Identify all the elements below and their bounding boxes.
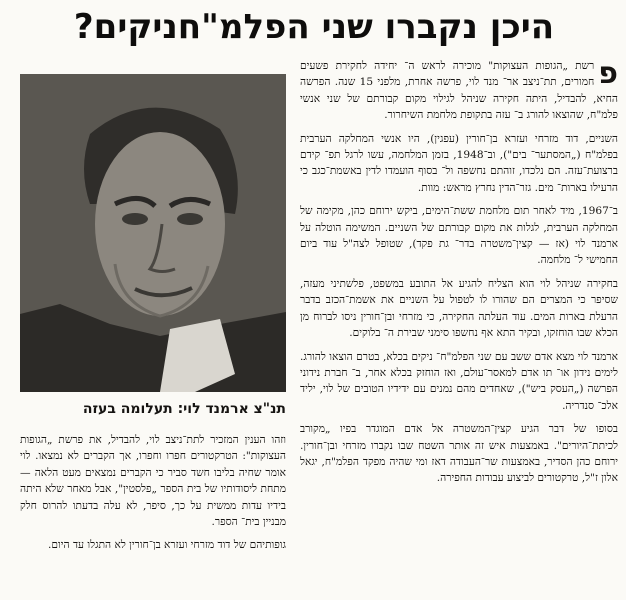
article-paragraph: פ רשת „הגופות העצוקות" מוכירה לראש ה־ יחידה לחקירת פשעים חמורים, תת־ניצב אר־ מנד לוי, פרשה אחרת, מלפני 15 שנה. הפרשה החיא, להבדיל, היתה חקירה שניהל לגילוי מקום קבורתם של שני אנשי פלמ"ח, שהוצאו להורג ב־ עזה בתקופת מלחמת השיחרור. (300, 58, 618, 122)
photo-caption: תנ"צ ארמנד לוי: תעלומה בעזה (82, 401, 286, 417)
article-continuation (20, 432, 286, 594)
article-paragraph: בחקירה שניהל לוי הוא הצליח להגיע אל התובע במשפט, פלשתיני מעזה, שסיפר כי המצרים הם שהורו לו לטפול על השניים את אשמת־הכזב בדבר הרעלת בארות המים. עוד העלתה החקירה, כי מזרחי ובן־חורין ניסו לברוח מן הכלא שבו הוחזקו, ובקיר התא אף נחשפו סימני שבירת ה־ בלוקים. (300, 277, 618, 340)
drop-cap: פ (598, 58, 618, 91)
headline: היכן נקברו שני הפלמ"חניקים? (73, 7, 555, 47)
article-paragraph: השניים, דוד מזרחי ועזרא בן־חורין (עפגין), היו אנשי המחלקה הערבית בפלמ"ח („המסתער־ בים"), וב־1948, בזמן המלחמה, עשו לרגל תפ־ קידם ברצועת־עזה. הם נלכדו, זוהתם נחשפה ול־ בסוף הועמדו לדין באשמת־כגב כי הרעילו בארות־ מים. גזר־הדין נחרץ מראש: מוות. (300, 132, 618, 194)
article-paragraph: ארמנד לוי מצא אדם ששב עם שני הפלמ"ח־ ניקים בכלא, בטרם הוצאו להורג. לימים נידון או־ תו אדם למאסר־עולם, ואז הוחזק בכלא אחר, ב־ חברת נידוני הפרשה („העסק ביש"), שאחדים מהם נמנים עם ידידיו הטובים של לוי, יליד אלכ־ סנדריה. (300, 350, 618, 412)
article-paragraph: ב־1967, מיד לאחר תום מלחמת ששת־הימים, ביקש ירוחם כהן, מקימה של המחלקה הערבית, לגלות את מקום קבורתם של השניים. המשימה הוטלה על ארמנד לוי (אז — קצין־משטרה בדר־ גת פקד), שטופל לצה"ל עוד ביום החמישי ל־ מלחמה. (300, 205, 618, 267)
portrait-photo (20, 74, 286, 392)
article-paragraph: וזהו הענין המזכיר לתת־ניצב לוי, להבדיל, את פרשת „הגופות העצוקות": הטרקטורים חפרו וחפרו, אך הקברים לא נמצאו. לוי אומר שחיה בליבו חשד סביר כי הקברים נמצאים מעט הלאה — מתחת ליסודותיו של בית הספר „פלסטין", אבל מאחר שלא היתה בידיו עדות ממשית על כך, סיפר, לא עלה בדעתו להרוס חלק מבניין בית־ הספר. (20, 434, 286, 529)
article-paragraph: גופותיהם של דוד מזרחי ועזרא בן־חורין לא התגלו עד היום. (48, 539, 286, 552)
article-paragraph: בסופו של דבר הגיע קצין־המשטרה אל אדם המוגדר בפיו „מקורב לכיתת־היורים". באמצעות איש זה אותר השטח שבו נקברו מזרחי ובן־חורין. ירוחם כהן הסדיר, באמצעות שר־העבודה דאז ומי שהיה מפקד הפלמ"ח, יגאל אלון ז"ל, טרקטורים לביצוע עבודות החפירה. (300, 423, 618, 485)
portrait-illustration (20, 74, 286, 392)
article-body (300, 58, 618, 596)
